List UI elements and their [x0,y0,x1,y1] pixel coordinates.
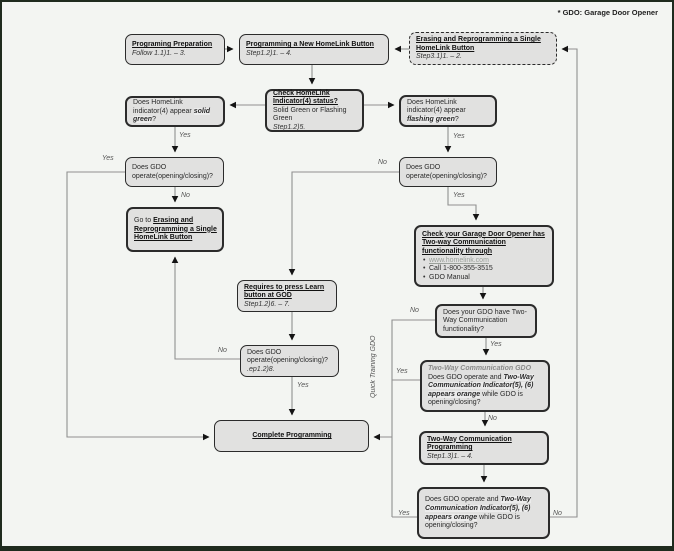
flow-box-does-gdo-have-twoway [435,304,537,338]
box-text: Does GDO operate and Two-Way Communication Indicator(5), (6) appears orange while GDO is opening/closing? [428,373,534,407]
edge-label-yes: Yes [396,368,408,375]
box-text: Does GDO operate(opening/closing)? [406,163,487,180]
goto-erasing-link-text: Erasing and Reprogramming a Single HomeLink Button [134,217,217,242]
box-title: Programming a New HomeLink Button [246,41,374,49]
box-title: Check your Garage Door Opener has Two-way Communication functionality through [422,230,545,255]
edge-label-no: No [488,415,497,422]
edge-label-yes: Yes [398,510,410,517]
emphasis-orange-indicator: Two-Way Communication Indicator(5), (6) appears orange [425,496,531,521]
box-text: Does GDO operate(opening/closing)? [132,163,213,180]
box-step-ref: Follow 1.1)1. – 3. [132,50,186,57]
emphasis-orange-indicator: Two-Way Communication Indicator(5), (6) appears orange [428,373,534,398]
flow-box-erasing-reprogramming [409,32,557,65]
box-text: Does GDO operate and Two-Way Communication Indicator(5), (6) appears orange while GDO is opening/closing? [425,496,531,530]
flow-box-complete-programming [214,420,369,452]
edge-label-no: No [410,307,419,314]
info-bullet-list [422,257,547,283]
flow-box-twoway-communication-gdo [420,360,550,412]
edge-label-no: No [553,510,562,517]
box-title: Programing Preparation [132,41,213,49]
flow-box-press-learn-button [237,280,337,312]
flow-box-gdo-operate-right [399,157,497,187]
gdo-footnote: * GDO: Garage Door Opener [557,8,658,17]
flow-box-programming-new-button [239,34,389,65]
flow-box-check-twoway-functionality [414,225,554,287]
gdo-manual-item: • GDO Manual [422,274,547,283]
box-text: Does your GDO have Two-Way Communication functionality? [443,308,527,333]
box-step-ref: Step1.2)6. – 7. [244,300,290,308]
box-step-ref: Step3.1)1. – 2. [416,53,462,61]
phone-number-item: • Call 1-800-355-3515 [422,265,547,274]
box-title: Erasing and Reprogramming a Single HomeLink Button [416,36,541,52]
edge-label-yes: Yes [453,192,465,199]
box-step-ref: Step1.2)1. – 4. [246,50,292,57]
emphasis-flashing-green: flashing green [407,115,455,123]
box-text: Does GDO operate(opening/closing)? [247,348,328,365]
flow-box-flashing-green-question [399,95,497,127]
box-title: Complete Programming [252,432,332,440]
edge-label-yes: Yes [179,132,191,139]
box-text: Solid Green or Flashing Green [273,106,347,123]
edge-label-yes: Yes [490,341,502,348]
flow-box-goto-erasing [126,207,224,252]
edge-label-no: No [218,347,227,354]
flow-box-gdo-operate-left [125,157,224,187]
flow-box-final-gdo-check [417,487,550,539]
box-title: Check HomeLink Indicator(4) status? [273,89,338,106]
edge-label-yes: Yes [102,155,114,162]
box-title: Requires to press Learn button at GOD [244,283,325,300]
box-step-ref: Step1.3)1. – 4. [427,452,473,460]
box-text: Does HomeLink indicator(4) appear solid green? [133,99,211,124]
flow-box-solid-green-question [125,96,225,127]
connector-lines [2,2,674,551]
box-title: Two-Way Communication Programming [427,435,512,452]
box-text: Does HomeLink indicator(4) appear flashing green? [407,98,466,123]
flow-box-check-indicator-status [265,89,364,132]
homelink-website-link: www.homelink.com [429,256,489,264]
flow-box-gdo-operate-mid [240,345,339,377]
box-step-ref: Step1.2)5. [273,123,306,131]
box-step-ref: .ep1.2)8. [247,365,275,373]
quick-training-gdo-vertical-label: Quick Training GDO [370,335,377,398]
box-gray-header: Two-Way Communication GDO [428,365,532,373]
box-text: Go to Erasing and Reprogramming a Single HomeLink Button [134,217,217,242]
edge-label-yes: Yes [453,133,465,140]
emphasis-solid-green: solid green [133,107,211,124]
flow-box-programming-preparation [125,34,225,65]
edge-label-no: No [181,192,190,199]
flow-box-twoway-programming [419,431,549,465]
edge-label-no: No [378,159,387,166]
edge-label-yes: Yes [297,382,309,389]
